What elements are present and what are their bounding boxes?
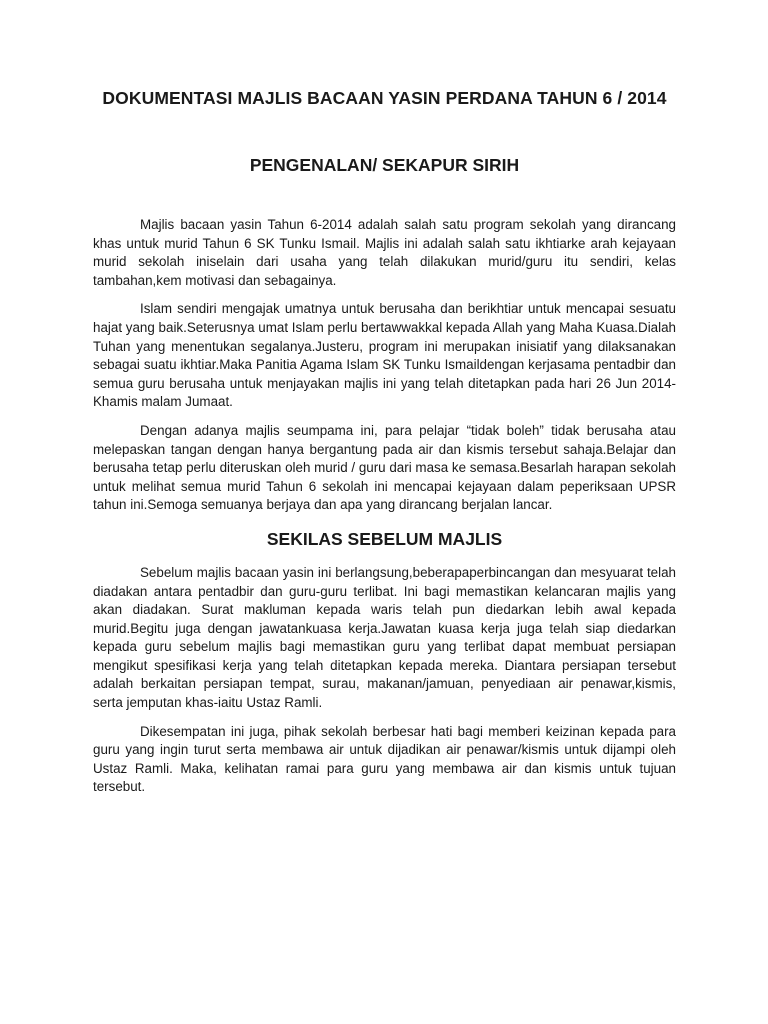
section-heading-pengenalan: PENGENALAN/ SEKAPUR SIRIH (249, 155, 520, 175)
document-page (93, 86, 676, 807)
paragraph: Sebelum majlis bacaan yasin ini berlangsung,beberapaperbincangan dan mesyuarat telah diadakan antara pentadbir dan guru-guru terlibat. Ini bagi memastikan kelancaran majlis yang akan diadakan. Surat makluman kepada waris telah pun diedarkan lebih awal kepada murid.Begitu juga dengan jawatankuasa kerja.Jawatan kuasa kerja juga telah siap diedarkan kepada guru sebelum majlis bagi memastikan guru yang terlibat dapat membuat persiapan mengikut spesifikasi kerja yang telah ditetapkan kepada mereka. Diantara persiapan tersebut adalah berkaitan persiapan tempat, surau, makanan/jamuan, penyediaan air penawar,kismis, serta jemputan khas-iaitu Ustaz Ramli. (93, 564, 676, 711)
paragraph: Islam sendiri mengajak umatnya untuk berusaha dan berikhtiar untuk mencapai sesuatu hajat yang baik.Seterusnya umat Islam perlu bertawwakkal kepada Allah yang Maha Kuasa.Dialah Tuhan yang menentukan segalanya.Justeru, program ini merupakan inisiatif yang dilaksanakan sebagai suatu ikhtiar.Maka Panitia Agama Islam SK Tunku Ismaildengan kerjasama pentadbir dan semua guru berusaha untuk menjayakan majlis ini yang telah ditetapkan pada hari 26 Jun 2014- Khamis malam Jumaat. (93, 301, 676, 410)
document-title: DOKUMENTASI MAJLIS BACAAN YASIN PERDANA TAHUN 6 / 2014 (102, 88, 667, 108)
paragraph: Majlis bacaan yasin Tahun 6-2014 adalah salah satu program sekolah yang dirancang khas untuk murid Tahun 6 SK Tunku Ismail. Majlis ini adalah salah satu ikhtiarke arah kejayaan murid sekolah iniselain dari usaha yang telah dilakukan murid/guru itu sendiri, kelas tambahan,kem motivasi dan sebagainya. (93, 217, 676, 288)
paragraph: Dikesempatan ini juga, pihak sekolah berbesar hati bagi memberi keizinan kepada para guru yang ingin turut serta membawa air untuk dijadikan air penawar/kismis untuk dijampi oleh Ustaz Ramli. Maka, kelihatan ramai para guru yang membawa air dan kismis untuk tujuan tersebut. (93, 723, 676, 795)
section-heading-sekilas: SEKILAS SEBELUM MAJLIS (266, 528, 503, 549)
paragraph: Dengan adanya majlis seumpama ini, para pelajar “tidak boleh” tidak berusaha atau melepaskan tangan dengan hanya bergantung pada air dan kismis tersebut sahaja.Belajar dan berusaha tetap perlu diteruskan oleh murid / guru dari masa ke semasa.Besarlah harapan sekolah untuk melihat semua murid Tahun 6 sekolah ini mencapai kejayaan dalam peperiksaan UPSR tahun ini.Semoga semuanya berjaya dan apa yang dirancang berjalan lancar. (93, 422, 676, 513)
